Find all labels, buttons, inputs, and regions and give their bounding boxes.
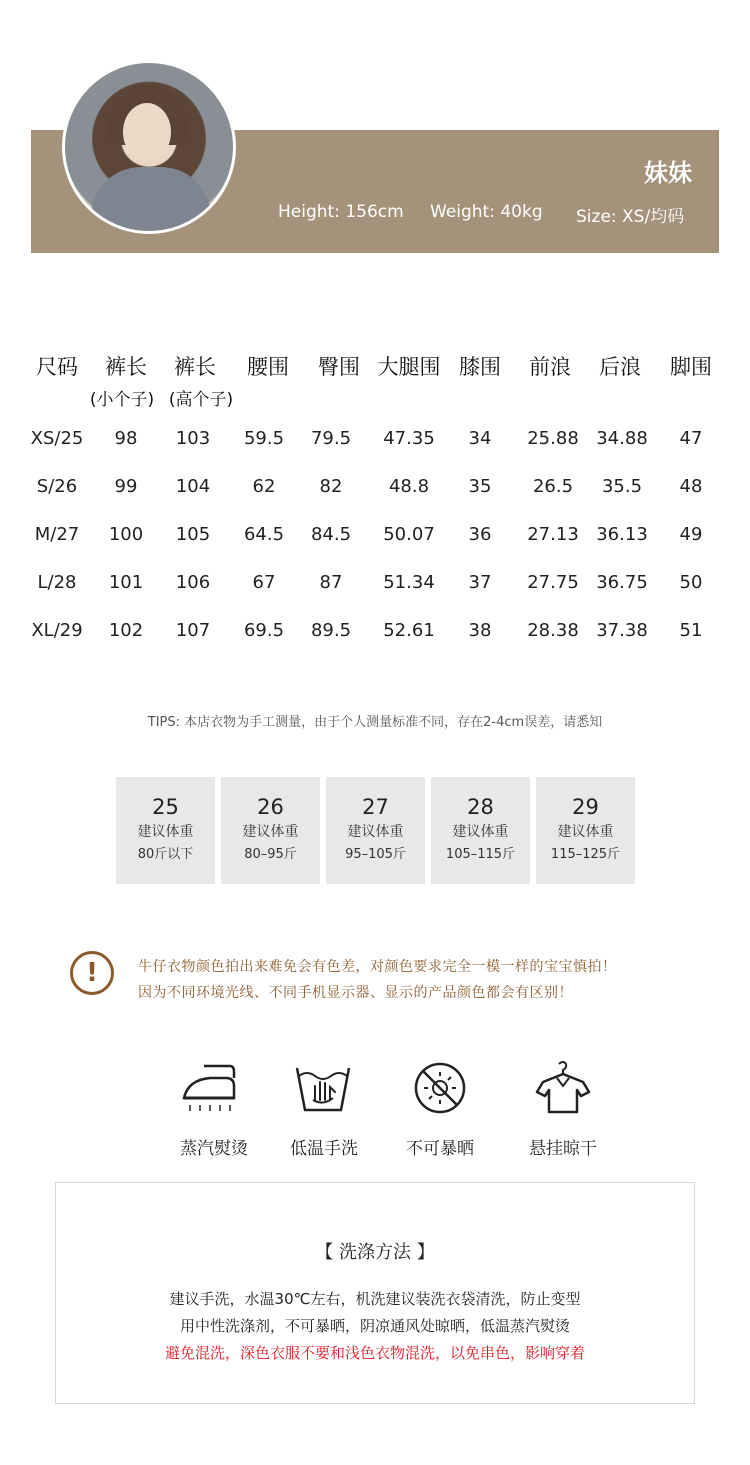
weight-box-range: 115–125斤 [550,847,621,862]
subheader-tall: (高个子) [168,390,234,410]
weight-box-size: 29 [572,795,599,819]
weight-box-label: 建议体重 [557,824,614,840]
table-cell: 34.88 [596,428,648,449]
steam-iron-icon [180,1060,240,1116]
subheader-short: (小个子) [89,390,155,410]
header-front-rise: 前浪 [529,355,571,379]
header-length-short: 裤长 [105,355,147,379]
weight-box-label: 建议体重 [347,824,404,840]
table-cell: 89.5 [310,620,352,641]
warning-icon: ! [70,951,114,995]
table-cell: 99 [114,476,138,497]
header-waist: 腰围 [247,355,289,379]
table-cell: 98 [114,428,138,449]
table-cell: 48.8 [388,476,430,497]
table-cell: 64.5 [243,524,285,545]
table-row-size: M/27 [34,524,80,545]
table-cell: 50 [679,572,703,593]
header-length-tall: 裤长 [174,355,216,379]
table-cell: 36 [468,524,492,545]
table-cell: 100 [108,524,144,545]
table-cell: 38 [468,620,492,641]
header-size: 尺码 [36,355,78,379]
table-cell: 26.5 [532,476,574,497]
table-cell: 34 [468,428,492,449]
header-hip: 臀围 [318,355,360,379]
hang-dry-icon [533,1060,593,1116]
table-cell: 67 [252,572,276,593]
table-cell: 37 [468,572,492,593]
table-row-size: L/28 [37,572,77,593]
care-label-steam-iron: 蒸汽熨烫 [180,1139,248,1159]
table-cell: 36.75 [596,572,648,593]
table-cell: 107 [175,620,211,641]
washing-line-1: 建议手洗，水温30℃左右，机洗建议装洗衣袋清洗，防止变型 [169,1290,581,1308]
table-cell: 84.5 [310,524,352,545]
table-cell: 82 [319,476,343,497]
table-cell: 51.34 [383,572,435,593]
table-cell: 104 [175,476,211,497]
table-cell: 69.5 [243,620,285,641]
header-leg-opening: 脚围 [670,355,712,379]
washing-line-2: 用中性洗涤剂，不可暴晒，阴凉通风处晾晒，低温蒸汽熨烫 [179,1317,570,1335]
warning-line-2: 因为不同环境光线、不同手机显示器、显示的产品颜色都会有区别！ [138,985,573,1001]
table-cell: 106 [175,572,211,593]
table-cell: 35.5 [601,476,643,497]
table-cell: 59.5 [243,428,285,449]
weight-box-range: 105–115斤 [445,847,516,862]
weight-box [221,777,320,884]
care-label-hand-wash: 低温手洗 [290,1139,358,1159]
weight-box [326,777,425,884]
table-cell: 50.07 [383,524,435,545]
table-cell: 47 [679,428,703,449]
model-avatar [62,60,236,234]
weight-box [116,777,215,884]
header-knee: 膝围 [459,355,501,379]
model-size: Size: XS/均码 [576,207,685,227]
table-cell: 28.38 [527,620,579,641]
weight-box-size: 27 [362,795,389,819]
table-cell: 103 [175,428,211,449]
table-cell: 47.35 [383,428,435,449]
table-row-size: XS/25 [30,428,84,449]
washing-line-3: 避免混洗，深色衣服不要和浅色衣物混洗，以免串色，影响穿着 [164,1344,585,1362]
table-cell: 52.61 [383,620,435,641]
weight-box [431,777,530,884]
table-cell: 27.13 [527,524,579,545]
model-name: 妹妹 [644,159,692,187]
table-cell: 101 [108,572,144,593]
table-cell: 27.75 [527,572,579,593]
model-height: Height: 156cm [278,202,404,222]
hand-wash-icon [293,1060,353,1116]
table-cell: 36.13 [596,524,648,545]
weight-box-label: 建议体重 [242,824,299,840]
tips-text: TIPS: 本店衣物为手工测量，由于个人测量标准不同，存在2-4cm误差，请悉知 [147,715,603,730]
care-label-hang-dry: 悬挂晾干 [529,1139,597,1159]
table-cell: 51 [679,620,703,641]
table-row-size: S/26 [36,476,78,497]
model-weight: Weight: 40kg [430,202,543,222]
table-cell: 48 [679,476,703,497]
weight-box-range: 80–95斤 [244,847,297,862]
washing-title: 【 洗涤方法 】 [315,1242,435,1263]
weight-box-label: 建议体重 [137,824,194,840]
table-cell: 105 [175,524,211,545]
table-cell: 49 [679,524,703,545]
weight-box [536,777,635,884]
table-cell: 35 [468,476,492,497]
table-cell: 79.5 [310,428,352,449]
weight-box-size: 25 [152,795,179,819]
table-cell: 102 [108,620,144,641]
weight-box-range: 95–105斤 [345,847,406,862]
weight-box-size: 28 [467,795,494,819]
table-cell: 87 [319,572,343,593]
header-thigh: 大腿围 [377,355,441,379]
table-cell: 37.38 [596,620,648,641]
table-cell: 62 [252,476,276,497]
no-sun-icon [410,1060,470,1116]
care-label-no-sun: 不可暴晒 [406,1139,474,1159]
table-cell: 25.88 [527,428,579,449]
warning-line-1: 牛仔衣物颜色拍出来难免会有色差，对颜色要求完全一模一样的宝宝慎拍！ [138,959,617,975]
table-row-size: XL/29 [31,620,83,641]
header-back-rise: 后浪 [599,355,641,379]
weight-box-range: 80斤以下 [137,847,194,862]
weight-box-label: 建议体重 [452,824,509,840]
weight-box-size: 26 [257,795,284,819]
